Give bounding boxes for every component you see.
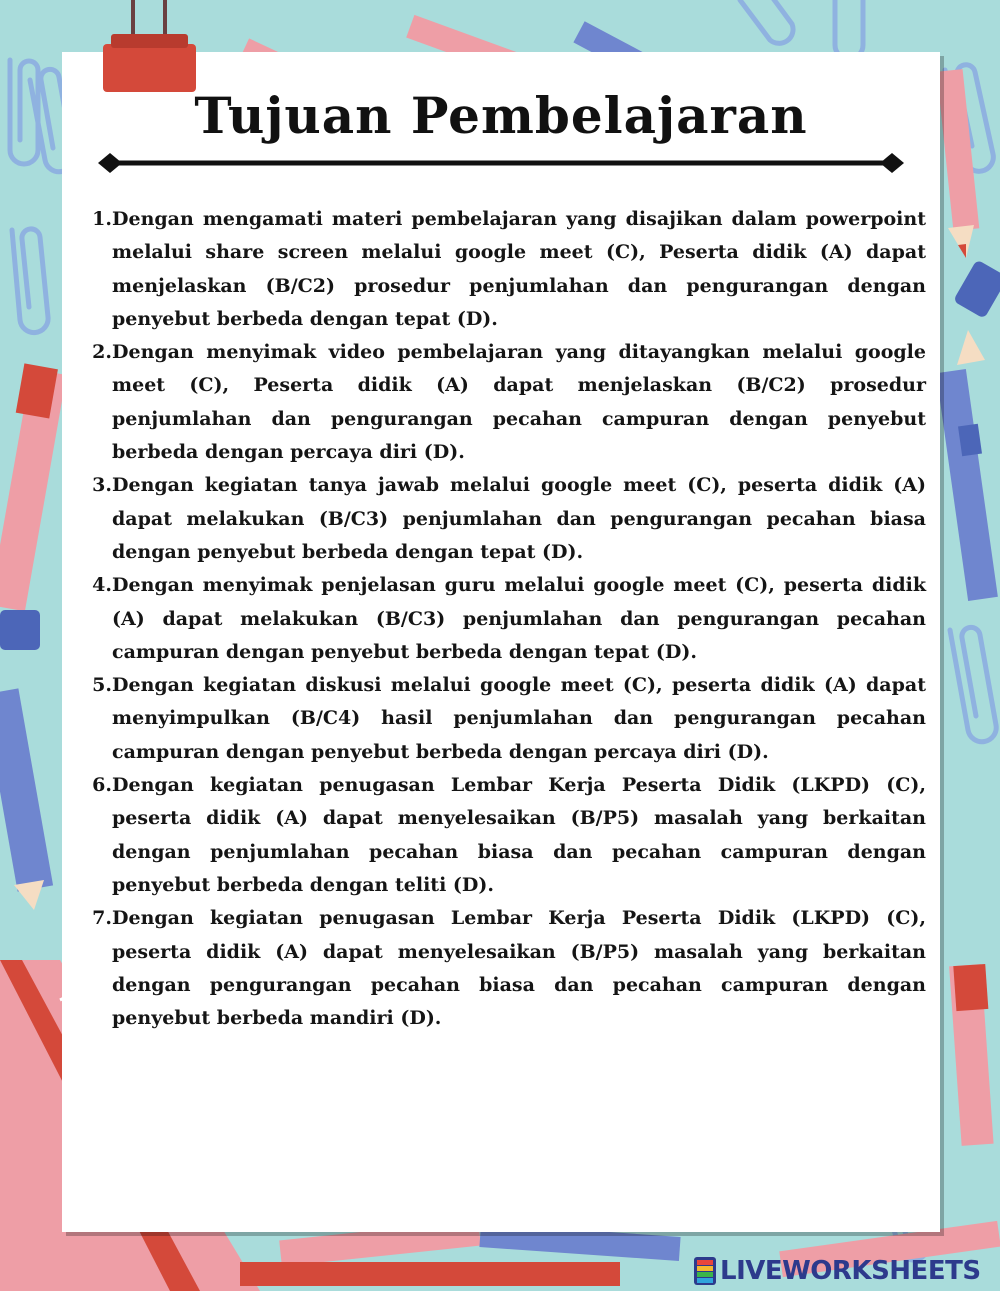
binder-clip-icon [103,0,196,94]
item-number: 7. [92,907,112,930]
list-item [84,769,926,902]
item-number: 2. [92,341,112,364]
item-text: Dengan menyimak penjelasan guru melalui google meet (C), peserta didik (A) dapat melakukan (B/C3) penjumlahan dan pengurangan pecahan campuran dengan penyebut berbeda dengan tepat (D). [112,574,926,663]
list-item [84,203,926,336]
liveworksheets-logo [694,1256,981,1286]
item-text: Dengan kegiatan tanya jawab melalui google meet (C), peserta didik (A) dapat melakukan (B/C3) penjumlahan dan pengurangan pecahan biasa dengan penyebut berbeda dengan tepat (D). [112,474,926,563]
item-number: 3. [92,474,112,497]
paperclip-icon [12,229,48,333]
paperclip-icon [835,0,863,59]
list-item [84,669,926,769]
paperclip-icon [740,0,793,43]
item-text: Dengan kegiatan penugasan Lembar Kerja Peserta Didik (LKPD) (C), peserta didik (A) dapat menyelesaikan (B/P5) masalah yang berkaitan dengan penjumlahan pecahan biasa dan pecahan campuran dengan penyebut berbeda dengan teliti (D). [112,774,926,896]
list-item [84,902,926,1035]
paperclip-icon [950,627,996,741]
item-text: Dengan kegiatan penugasan Lembar Kerja Peserta Didik (LKPD) (C), peserta didik (A) dapat menyelesaikan (B/P5) masalah yang berkaitan dengan pengurangan pecahan biasa dan pecahan campuran dengan penyebut berbeda mandiri (D). [112,907,926,1030]
learning-objectives-list [84,203,926,1035]
title-divider [98,150,904,176]
watermark-brand: LIVEWORKSHEETS [720,1256,981,1286]
item-text: Dengan kegiatan diskusi melalui google meet (C), peserta didik (A) dapat menyimpulkan (B/C4) hasil penjumlahan dan pengurangan pecahan campuran dengan penyebut berbeda dengan percaya diri (D). [112,674,926,763]
item-text: Dengan menyimak video pembelajaran yang ditayangkan melalui google meet (C), Peserta didik (A) dapat menjelaskan (B/C2) prosedur penjumlahan dan pengurangan pecahan campuran dengan penyebut berbeda dengan percaya diri (D). [112,341,926,464]
item-number: 4. [92,574,112,597]
item-number: 5. [92,674,112,697]
item-text: Dengan mengamati materi pembelajaran yang disajikan dalam powerpoint melalui share screen melalui google meet (C), Peserta didik (A) dapat menjelaskan (B/C2) prosedur penjumlahan dan pengurangan dengan penyebut berbeda dengan tepat (D). [112,208,926,330]
item-number: 1. [92,208,112,230]
list-item [84,569,926,669]
list-item [84,336,926,469]
live-badge-icon [694,1257,716,1285]
page-title: Tujuan Pembelajaran [194,86,808,145]
list-item [84,469,926,569]
item-number: 6. [92,774,112,797]
